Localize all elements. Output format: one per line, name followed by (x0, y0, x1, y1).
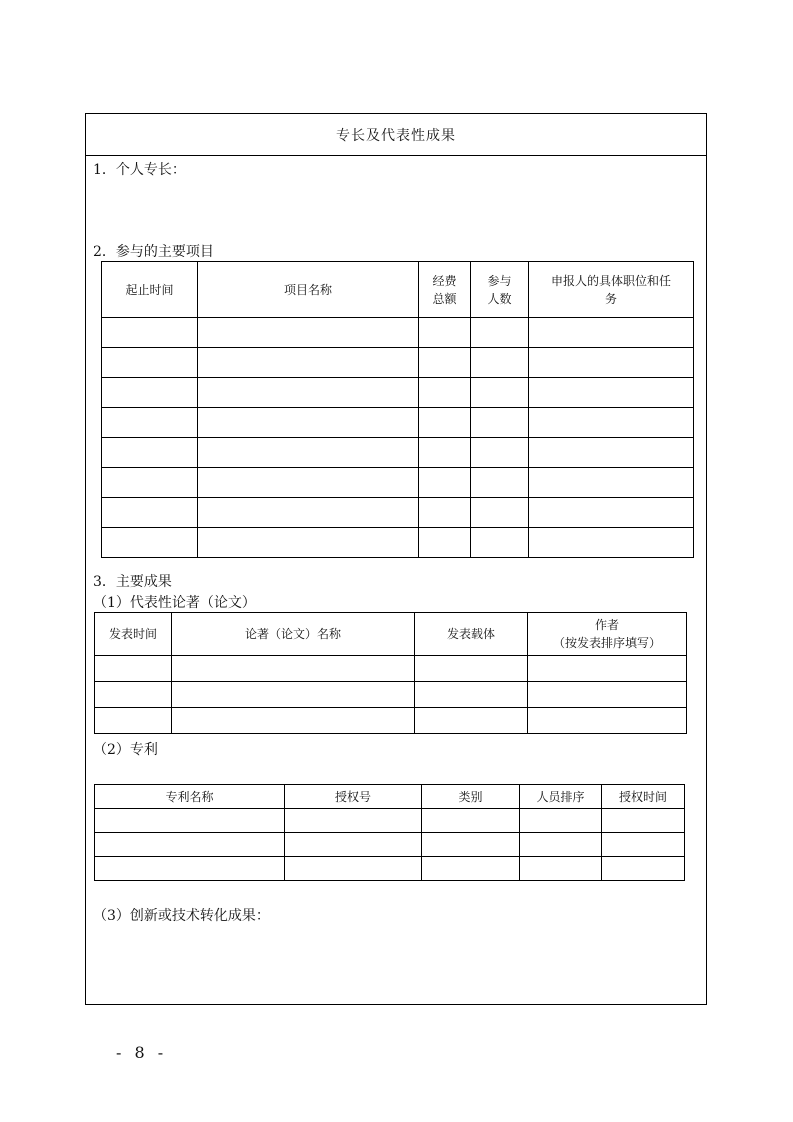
header-grant-date: 授权时间 (602, 785, 685, 809)
table-cell[interactable] (529, 498, 694, 528)
patents-header-row (95, 785, 685, 809)
table-cell[interactable] (95, 833, 285, 857)
table-cell[interactable] (102, 348, 198, 378)
table-cell[interactable] (422, 833, 520, 857)
table-cell[interactable] (285, 809, 422, 833)
table-cell[interactable] (422, 809, 520, 833)
papers-table (94, 612, 687, 734)
header-publish-date: 发表时间 (95, 613, 172, 656)
table-cell[interactable] (529, 528, 694, 558)
header-grant-number: 授权号 (285, 785, 422, 809)
table-cell[interactable] (198, 468, 419, 498)
table-cell[interactable] (529, 408, 694, 438)
table-cell[interactable] (95, 682, 172, 708)
table-cell[interactable] (198, 498, 419, 528)
table-cell[interactable] (528, 708, 687, 734)
table-cell[interactable] (95, 656, 172, 682)
table-cell[interactable] (471, 528, 529, 558)
table-cell[interactable] (529, 318, 694, 348)
table-cell[interactable] (102, 498, 198, 528)
header-authors: 作者 （按发表排序填写） (528, 613, 687, 656)
table-cell[interactable] (95, 857, 285, 881)
page-number: - 8 - (116, 1043, 168, 1062)
table-cell[interactable] (529, 468, 694, 498)
table-cell[interactable] (419, 378, 471, 408)
header-paper-title: 论著（论文）名称 (172, 613, 415, 656)
table-cell[interactable] (95, 809, 285, 833)
table-cell[interactable] (102, 378, 198, 408)
table-cell[interactable] (172, 656, 415, 682)
table-cell[interactable] (529, 378, 694, 408)
table-cell[interactable] (520, 809, 602, 833)
header-participants: 参与 人数 (471, 262, 529, 318)
papers-label: （1）代表性论著（论文） (93, 595, 256, 611)
table-cell[interactable] (471, 438, 529, 468)
table-cell[interactable] (102, 318, 198, 348)
table-cell[interactable] (529, 348, 694, 378)
projects-header-row (102, 262, 694, 318)
table-cell[interactable] (520, 857, 602, 881)
patents-table (94, 784, 685, 881)
personal-expertise-label: 1．个人专长： (93, 162, 186, 178)
table-cell[interactable] (419, 408, 471, 438)
table-cell[interactable] (528, 656, 687, 682)
table-cell[interactable] (102, 408, 198, 438)
patent-row (95, 857, 685, 881)
table-cell[interactable] (285, 833, 422, 857)
project-row (102, 318, 694, 348)
table-cell[interactable] (102, 468, 198, 498)
table-cell[interactable] (102, 438, 198, 468)
table-cell[interactable] (419, 498, 471, 528)
table-cell[interactable] (102, 528, 198, 558)
table-cell[interactable] (415, 708, 528, 734)
projects-table (101, 261, 694, 558)
papers-header-row (95, 613, 687, 656)
header-role: 申报人的具体职位和任 务 (529, 262, 694, 318)
table-cell[interactable] (471, 318, 529, 348)
project-row (102, 468, 694, 498)
header-patent-name: 专利名称 (95, 785, 285, 809)
patent-row (95, 809, 685, 833)
table-cell[interactable] (172, 708, 415, 734)
table-cell[interactable] (471, 408, 529, 438)
table-cell[interactable] (471, 348, 529, 378)
header-period: 起止时间 (102, 262, 198, 318)
table-cell[interactable] (95, 708, 172, 734)
table-cell[interactable] (172, 682, 415, 708)
paper-row (95, 708, 687, 734)
project-row (102, 408, 694, 438)
project-row (102, 498, 694, 528)
table-cell[interactable] (419, 468, 471, 498)
header-category: 类别 (422, 785, 520, 809)
patent-row (95, 833, 685, 857)
table-cell[interactable] (471, 468, 529, 498)
table-cell[interactable] (419, 348, 471, 378)
patents-label: （2）专利 (93, 742, 158, 758)
header-publication: 发表载体 (415, 613, 528, 656)
table-cell[interactable] (471, 378, 529, 408)
table-cell[interactable] (529, 438, 694, 468)
innovation-label: （3）创新或技术转化成果： (93, 908, 270, 924)
table-cell[interactable] (419, 438, 471, 468)
table-cell[interactable] (285, 857, 422, 881)
table-cell[interactable] (602, 857, 685, 881)
paper-row (95, 656, 687, 682)
table-cell[interactable] (419, 528, 471, 558)
project-row (102, 348, 694, 378)
table-cell[interactable] (528, 682, 687, 708)
table-cell[interactable] (415, 656, 528, 682)
table-cell[interactable] (198, 528, 419, 558)
header-rank: 人员排序 (520, 785, 602, 809)
projects-label: 2．参与的主要项目 (93, 244, 214, 260)
table-cell[interactable] (415, 682, 528, 708)
form-frame (85, 113, 707, 1005)
project-row (102, 528, 694, 558)
paper-row (95, 682, 687, 708)
header-funding: 经费 总额 (419, 262, 471, 318)
project-row (102, 378, 694, 408)
table-cell[interactable] (602, 809, 685, 833)
table-cell[interactable] (198, 408, 419, 438)
table-cell[interactable] (422, 857, 520, 881)
project-row (102, 438, 694, 468)
table-cell[interactable] (520, 833, 602, 857)
table-cell[interactable] (198, 438, 419, 468)
section-title: 专长及代表性成果 (86, 114, 706, 156)
header-project-name: 项目名称 (198, 262, 419, 318)
table-cell[interactable] (198, 378, 419, 408)
achievements-label: 3．主要成果 (93, 574, 172, 590)
table-cell[interactable] (471, 498, 529, 528)
table-cell[interactable] (198, 348, 419, 378)
table-cell[interactable] (602, 833, 685, 857)
table-cell[interactable] (198, 318, 419, 348)
table-cell[interactable] (419, 318, 471, 348)
